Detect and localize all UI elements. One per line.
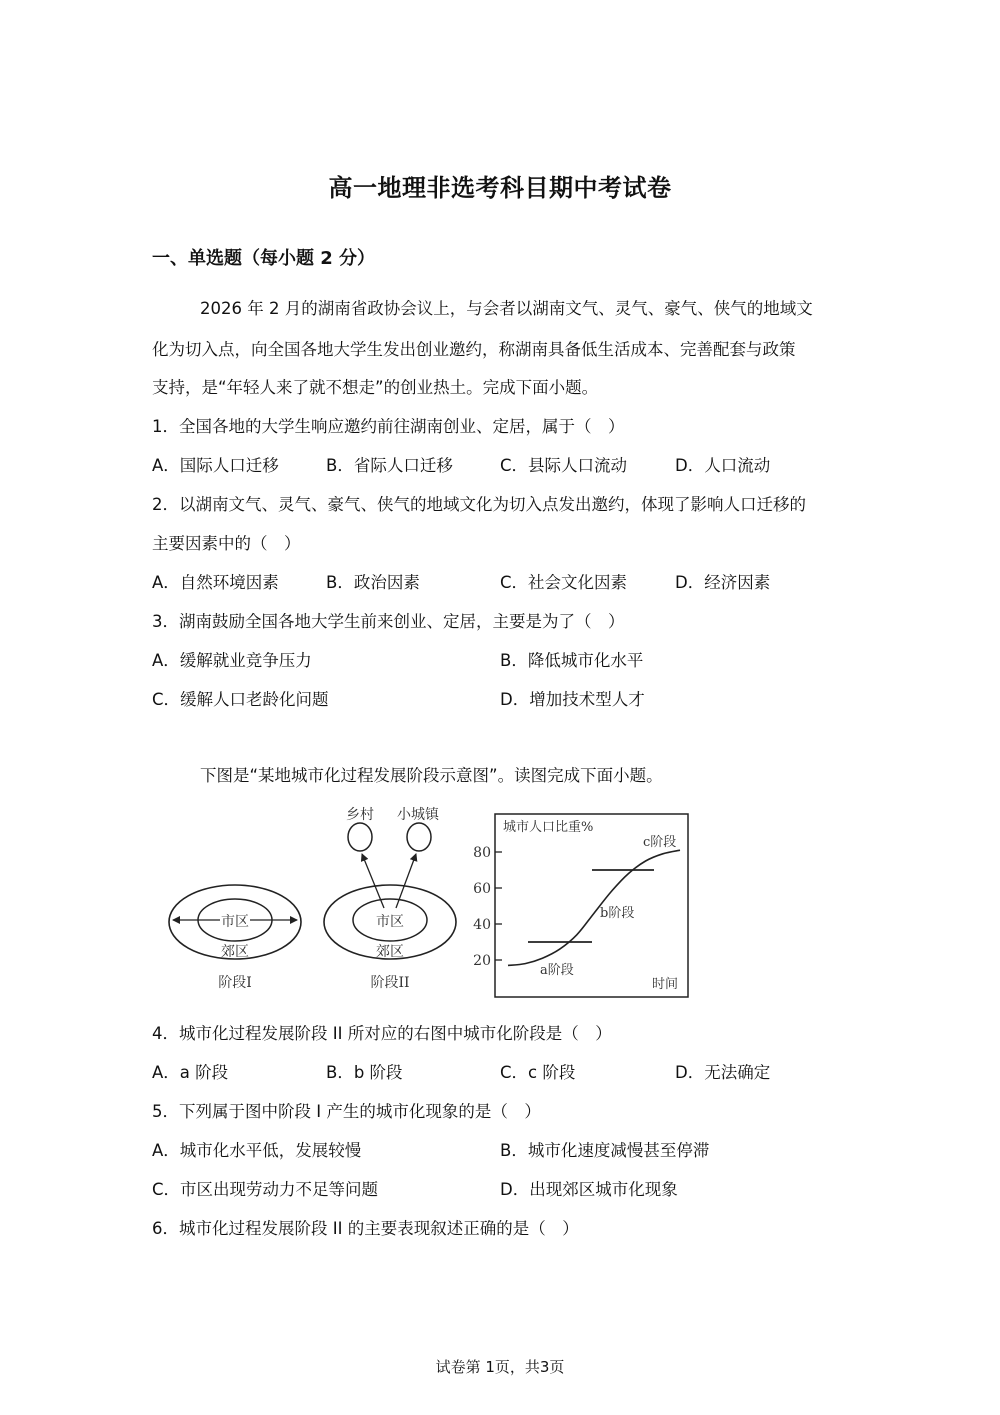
q4-option-d[interactable]: D．无法确定 (675, 1063, 771, 1082)
rural-label: 乡村 (346, 807, 374, 823)
small-town-ellipse (407, 823, 431, 851)
urbanization-curve-chart (473, 814, 688, 997)
q3-option-c[interactable]: C．缓解人口老龄化问题 (152, 690, 329, 709)
stage2-inner-label: 市区 (376, 914, 404, 930)
q2-option-c[interactable]: C．社会文化因素 (500, 573, 628, 592)
passage1-line3: 支持，是“年轻人来了就不想走”的创业热土。完成下面小题。 (152, 378, 599, 397)
y-tick-label: 40 (473, 917, 491, 933)
passage2: 下图是“某地城市化过程发展阶段示意图”。读图完成下面小题。 (200, 766, 663, 785)
page-footer: 试卷第 1页，共3页 (435, 1358, 565, 1376)
q4-stem: 4．城市化过程发展阶段 II 所对应的右图中城市化阶段是（ ） (152, 1024, 612, 1043)
q2-option-a[interactable]: A．自然环境因素 (152, 573, 279, 592)
y-tick-label: 80 (473, 845, 491, 861)
y-tick-label: 20 (473, 953, 491, 969)
q4-option-b[interactable]: B．b 阶段 (326, 1063, 403, 1082)
y-tick-label: 60 (473, 881, 491, 897)
q3-option-a[interactable]: A．缓解就业竞争压力 (152, 651, 312, 670)
q1-option-d[interactable]: D．人口流动 (675, 456, 771, 475)
q5-stem: 5．下列属于图中阶段 I 产生的城市化现象的是（ ） (152, 1102, 541, 1121)
stage2-label: 阶段II (370, 975, 410, 991)
q1-option-a[interactable]: A．国际人口迁移 (152, 456, 279, 475)
q1-option-b[interactable]: B．省际人口迁移 (326, 456, 453, 475)
passage1-line1: 2026 年 2 月的湖南省政协会议上，与会者以湖南文气、灵气、豪气、侠气的地域文 (200, 299, 813, 318)
stage1-label: 阶段I (218, 975, 252, 991)
chart-y-label: 城市人口比重% (503, 820, 594, 835)
stage1-outer-label: 郊区 (221, 944, 249, 960)
q2-stem-line1: 2．以湖南文气、灵气、豪气、侠气的地域文化为切入点发出邀约，体现了影响人口迁移的 (152, 495, 806, 514)
chart-x-label: 时间 (651, 977, 678, 992)
section-heading: 一、单选题（每小题 2 分） (152, 248, 376, 269)
q5-option-b[interactable]: B．城市化速度减慢甚至停滞 (500, 1141, 710, 1160)
q1-stem: 1．全国各地的大学生响应邀约前往湖南创业、定居，属于（ ） (152, 417, 625, 436)
stage1-inner-label: 市区 (221, 914, 249, 930)
stage2-arrow-to-rural (362, 854, 384, 908)
q6-stem: 6．城市化过程发展阶段 II 的主要表现叙述正确的是（ ） (152, 1219, 579, 1238)
q2-option-d[interactable]: D．经济因素 (675, 573, 771, 592)
q3-option-d[interactable]: D．增加技术型人才 (500, 690, 645, 709)
page-title: 高一地理非选考科目期中考试卷 (328, 174, 672, 202)
small-town-label: 小城镇 (397, 807, 439, 823)
stage2-diagram (324, 806, 456, 991)
b-stage-label: b阶段 (600, 906, 635, 921)
stage2-arrow-to-town (396, 854, 416, 908)
q2-option-b[interactable]: B．政治因素 (326, 573, 420, 592)
urbanization-curve (508, 850, 680, 965)
q5-option-d[interactable]: D．出现郊区城市化现象 (500, 1180, 678, 1199)
rural-ellipse (348, 823, 372, 851)
q5-option-a[interactable]: A．城市化水平低，发展较慢 (152, 1141, 362, 1160)
stage2-outer-label: 郊区 (376, 944, 404, 960)
q3-option-b[interactable]: B．降低城市化水平 (500, 651, 644, 670)
urbanization-figure (160, 796, 700, 1001)
q3-stem: 3．湖南鼓励全国各地大学生前来创业、定居，主要是为了（ ） (152, 612, 625, 631)
q4-option-a[interactable]: A．a 阶段 (152, 1063, 229, 1082)
q1-option-c[interactable]: C．县际人口流动 (500, 456, 628, 475)
q2-stem-line2: 主要因素中的（ ） (152, 534, 301, 553)
q5-option-c[interactable]: C．市区出现劳动力不足等问题 (152, 1180, 379, 1199)
c-stage-label: c阶段 (643, 835, 677, 850)
passage1-line2: 化为切入点，向全国各地大学生发出创业邀约，称湖南具备低生活成本、完善配套与政策 (152, 340, 796, 359)
a-stage-label: a阶段 (540, 963, 574, 978)
q4-option-c[interactable]: C．c 阶段 (500, 1063, 576, 1082)
stage1-diagram (169, 885, 301, 991)
